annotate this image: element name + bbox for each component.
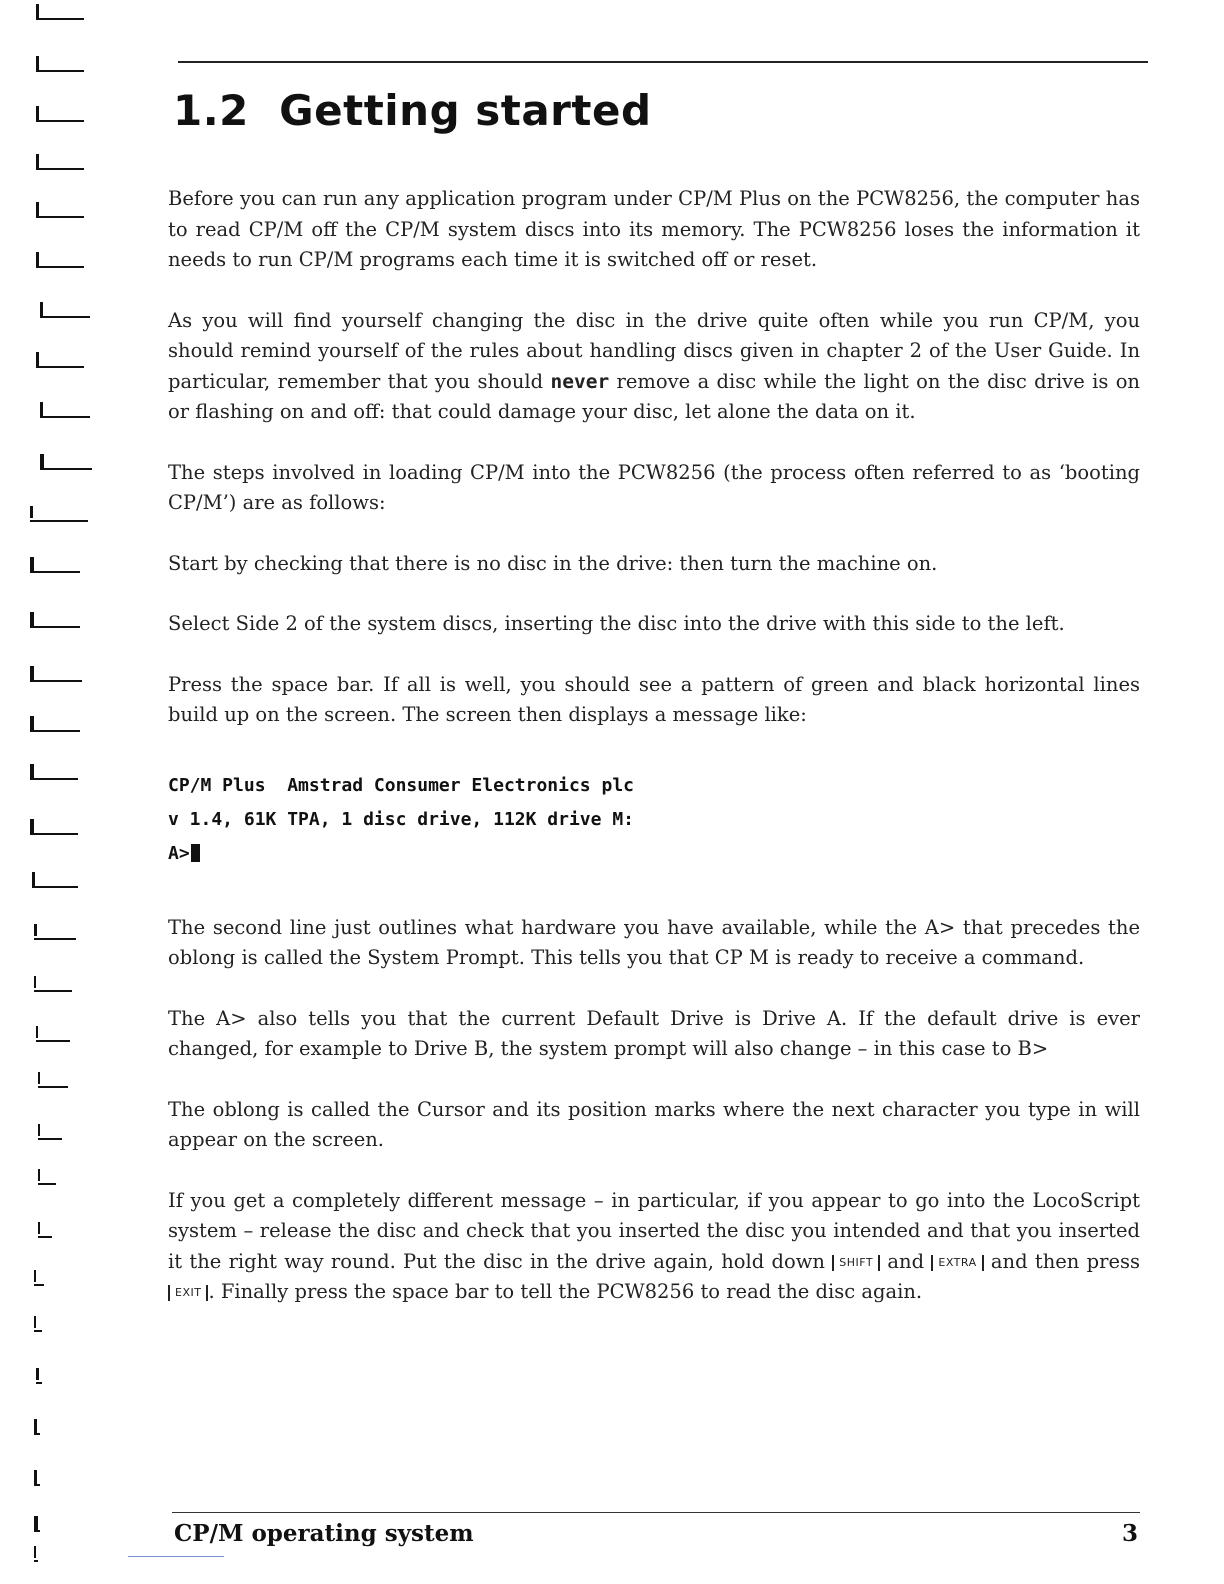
binding-tick-icon [36, 216, 84, 218]
paragraph-2-text-a: As you will find yourself changing the disc in the drive quite often while you run CP/M, you should remind yourself of the rules about handling discs given in chapter 2 of the User Guide. In particular, remember that you should [168, 308, 1140, 393]
binding-tick-icon [38, 1183, 56, 1185]
paragraph-7: The second line just outlines what hardware you have available, while the A> that precedes the oblong is called the System Prompt. This tells you that CP M is ready to receive a command. [168, 915, 1140, 969]
binding-edge-marks [0, 0, 100, 1584]
paragraph-2-text-b: remove a disc while the light on the disc drive is on or flashing on and off: that could damage your disc, let alone the data on it. [168, 369, 1140, 423]
binding-tick-icon [30, 520, 88, 522]
binding-tick-icon [34, 1560, 38, 1562]
paragraph-6: Press the space bar. If all is well, you should see a pattern of green and black horizontal lines build up on the screen. The screen then displays a message like: [168, 672, 1140, 726]
binding-tick-icon [36, 106, 39, 122]
binding-tick-icon [34, 1316, 36, 1328]
binding-tick-icon [34, 1330, 42, 1332]
key-exit: EXIT [168, 1285, 208, 1301]
key-extra: EXTRA [931, 1255, 983, 1271]
binding-tick-icon [30, 833, 78, 835]
binding-tick-icon [36, 4, 39, 20]
screen-line-3 [168, 837, 1140, 871]
binding-tick-icon [34, 1270, 36, 1282]
binding-tick-icon [40, 316, 90, 318]
binding-tick-icon [36, 266, 84, 268]
binding-tick-icon [40, 454, 44, 470]
screen-line-2: v 1.4, 61K TPA, 1 disc drive, 112K drive M: [168, 808, 634, 830]
binding-tick-icon [32, 886, 78, 888]
binding-tick-icon [36, 120, 84, 122]
paragraph-2 [168, 306, 1140, 428]
binding-tick-icon [34, 924, 37, 936]
section-title: Getting started [279, 86, 652, 135]
binding-tick-icon [40, 302, 43, 318]
binding-tick-icon [36, 352, 39, 368]
binding-tick-icon [30, 819, 34, 835]
binding-tick-icon [30, 680, 82, 682]
screen-message [168, 769, 1140, 871]
binding-tick-icon [34, 990, 72, 992]
top-rule [178, 61, 1148, 63]
binding-tick-icon [38, 1086, 68, 1088]
binding-tick-icon [36, 252, 39, 268]
binding-tick-icon [30, 666, 34, 682]
paragraph-10-and: and [880, 1249, 932, 1273]
binding-tick-icon [36, 1040, 70, 1042]
binding-tick-icon [34, 1516, 38, 1532]
binding-tick-icon [36, 154, 39, 170]
bottom-rule [172, 1512, 1140, 1513]
binding-tick-icon [30, 571, 80, 573]
section-number: 1.2 [173, 86, 249, 135]
binding-tick-icon [38, 1072, 40, 1084]
footer-title: CP/M operating system [174, 1520, 474, 1547]
binding-tick-icon [36, 56, 39, 72]
binding-tick-icon [38, 1138, 62, 1140]
binding-tick-icon [34, 976, 36, 988]
binding-tick-icon [36, 1368, 39, 1380]
key-shift: SHIFT [832, 1255, 880, 1271]
screen-line-1: CP/M Plus Amstrad Consumer Electronics plc [168, 774, 634, 796]
binding-tick-icon [30, 506, 33, 518]
binding-tick-icon [36, 168, 84, 170]
binding-tick-icon [40, 416, 90, 418]
binding-tick-icon [34, 1284, 44, 1286]
system-prompt: A> [168, 842, 190, 864]
binding-tick-icon [32, 872, 35, 888]
paragraph-1: Before you can run any application program under CP/M Plus on the PCW8256, the computer has to read CP/M off the CP/M system discs into its memory. The PCW8256 loses the information it needs to run CP/M programs each time it is switched off or reset. [168, 187, 1140, 271]
binding-tick-icon [30, 612, 34, 628]
binding-tick-icon [36, 202, 39, 218]
binding-tick-icon [30, 730, 80, 732]
paragraph-8: The A> also tells you that the current Default Drive is Drive A. If the default drive is ever changed, for example to Drive B, the system prompt will also change – in this case to B> [168, 1006, 1140, 1060]
binding-tick-icon [30, 557, 34, 573]
binding-tick-icon [34, 1419, 37, 1435]
binding-tick-icon [36, 1026, 38, 1038]
body-content [168, 184, 1140, 1338]
binding-tick-icon [40, 402, 43, 418]
scan-artifact-line [128, 1556, 224, 1557]
binding-tick-icon [40, 468, 92, 470]
paragraph-10 [168, 1186, 1140, 1308]
binding-tick-icon [34, 1470, 37, 1486]
binding-tick-icon [38, 1169, 40, 1181]
binding-tick-icon [30, 716, 34, 732]
binding-tick-icon [36, 70, 84, 72]
binding-tick-icon [34, 1546, 36, 1558]
page-number: 3 [1121, 1520, 1138, 1547]
binding-tick-icon [38, 1124, 40, 1136]
binding-tick-icon [36, 18, 84, 20]
binding-tick-icon [30, 626, 80, 628]
paragraph-9: The oblong is called the Cursor and its position marks where the next character you type in will appear on the screen. [168, 1097, 1140, 1151]
emphasis-never: never [550, 369, 610, 393]
paragraph-10-text-b: . Finally press the space bar to tell the PCW8256 to read the disc again. [208, 1280, 923, 1303]
section-heading [173, 86, 652, 135]
binding-tick-icon [36, 1382, 42, 1384]
cursor-block-icon [191, 844, 200, 862]
binding-tick-icon [38, 1222, 40, 1234]
binding-tick-icon [30, 778, 78, 780]
binding-tick-icon [36, 366, 84, 368]
paragraph-10-then: and then press [983, 1249, 1140, 1273]
binding-tick-icon [30, 764, 34, 780]
binding-tick-icon [34, 938, 76, 940]
paragraph-4: Start by checking that there is no disc in the drive: then turn the machine on. [168, 551, 938, 575]
paragraph-5: Select Side 2 of the system discs, inserting the disc into the drive with this side to the left. [168, 612, 1065, 635]
paragraph-3: The steps involved in loading CP/M into the PCW8256 (the process often referred to as ‘booting CP/M’) are as follows: [168, 460, 1140, 514]
paragraph-10-text-a: If you get a completely different message – in particular, if you appear to go into the LocoScript system – release the disc and check that you inserted the disc you intended and that you inserted it the right way round. Put the disc in the drive again, hold down [168, 1188, 1140, 1273]
binding-tick-icon [38, 1236, 52, 1238]
